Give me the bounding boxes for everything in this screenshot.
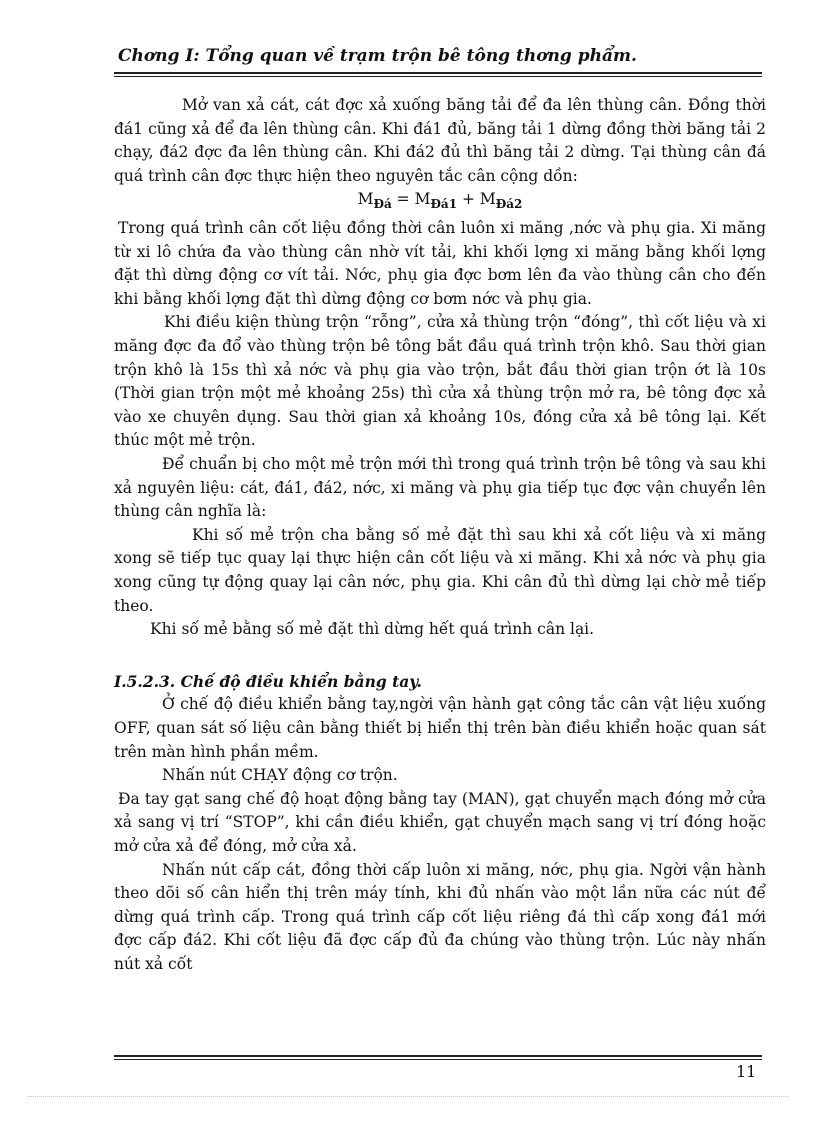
paragraph: Mở van xả cát, cát đợc xả xuống băng tải để đa lên thùng cân. Đồng thời đá1 cũng xả để đa lên thùng cân. Khi đá1 đủ, băng tải 1 dừng đồng thời băng tải 2 chạy, đá2 đợc đa lên thùng cân. Khi đá2 đủ thì băng tải 2 dừng. Tại thùng cân đá quá trình cân đợc thực hiện theo nguyên tắc cân cộng dồn: <box>114 96 766 185</box>
paragraph: Ở chế độ điều khiển bằng tay,ngời vận hành gạt công tắc cân vật liệu xuống OFF, quan sát số liệu cân bằng thiết bị hiển thị trên bàn điều khiển hoặc quan sát trên màn hình phần mềm. <box>114 695 766 761</box>
page-header: Chơng I: Tổng quan về trạm trộn bê tông thơng phẩm. <box>118 46 637 66</box>
paragraph: Để chuẩn bị cho một mẻ trộn mới thì trong quá trình trộn bê tông và sau khi xả nguyên liệu: cát, đá1, đá2, nớc, xi măng và phụ gia tiếp tục đợc vận chuyển lên thùng cân nghĩa là: <box>114 455 766 521</box>
paragraph: Đa tay gạt sang chế độ hoạt động bằng tay (MAN), gạt chuyển mạch đóng mở cửa xả sang vị trí “STOP”, khi cần điều khiển, gạt chuyển mạch sang vị trí đóng hoặc mở cửa xả để đóng, mở cửa xả. <box>114 789 766 855</box>
footer-rule-thin <box>114 1059 762 1060</box>
paragraph: Trong quá trình cân cốt liệu đồng thời cân luôn xi măng ,nớc và phụ gia. Xi măng từ xi lô chứa đa vào thùng cân nhờ vít tải, khi khối lợng xi măng bằng khối lợng đặt thì dừng động cơ vít tải. Nớc, phụ gia đợc bơm lên đa vào thùng cân cho đến khi bằng khối lợng đặt thì dừng động cơ bơm nớc và phụ gia. <box>114 219 766 308</box>
paragraph: Khi số mẻ bằng số mẻ đặt thì dừng hết quá trình cân lại. <box>150 620 595 639</box>
footer-rule <box>114 1055 762 1057</box>
page-boundary <box>28 1096 788 1097</box>
paragraph: Khi số mẻ trộn cha bằng số mẻ đặt thì sau khi xả cốt liệu và xi măng xong sẽ tiếp tục quay lại thực hiện cân cốt liệu và xi măng. Khi xả nớc và phụ gia xong cũng tự động quay lại cân nớc, phụ gia. Khi cân đủ thì dừng lại chờ mẻ tiếp theo. <box>114 525 766 615</box>
header-rule-thin <box>114 76 762 77</box>
paragraph: Nhấn nút CHẠY động cơ trộn. <box>162 766 398 785</box>
header-rule <box>114 72 762 74</box>
paragraph: Nhấn nút cấp cát, đồng thời cấp luôn xi măng, nớc, phụ gia. Ngời vận hành theo dõi số cân hiển thị trên máy tính, khi đủ nhấn vào một lần nữa các nút để dừng quá trình cấp. Trong quá trình cấp cốt liệu riêng đá thì cấp xong đá1 mới đợc cấp đá2. Khi cốt liệu đã đợc cấp đủ đa chúng vào thùng trộn. Lúc này nhấn nút xả cốt <box>114 860 766 973</box>
paragraph: Khi điều kiện thùng trộn “rỗng”, cửa xả thùng trộn “đóng”, thì cốt liệu và xi măng đợc đa đổ vào thùng trộn bê tông bắt đầu quá trình trộn khô. Sau thời gian trộn khô là 15s thì xả nớc và phụ gia vào trộn, bắt đầu thời gian trộn ớt là 10s (Thời gian trộn một mẻ khoảng 25s) thì cửa xả thùng trộn mở ra, bê tông đợc xả vào xe chuyên dụng. Sau thời gian xả khoảng 10s, đóng cửa xả bê tông lại. Kết thúc một mẻ trộn. <box>114 313 766 450</box>
document-body <box>114 94 766 976</box>
page-number: 11 <box>736 1062 757 1081</box>
formula: $M_{Đá} = M_{Đá1} + M_{Đá2}$ <box>357 190 523 212</box>
section-title: I.5.2.3. Chế độ điều khiển bằng tay. <box>114 671 422 691</box>
